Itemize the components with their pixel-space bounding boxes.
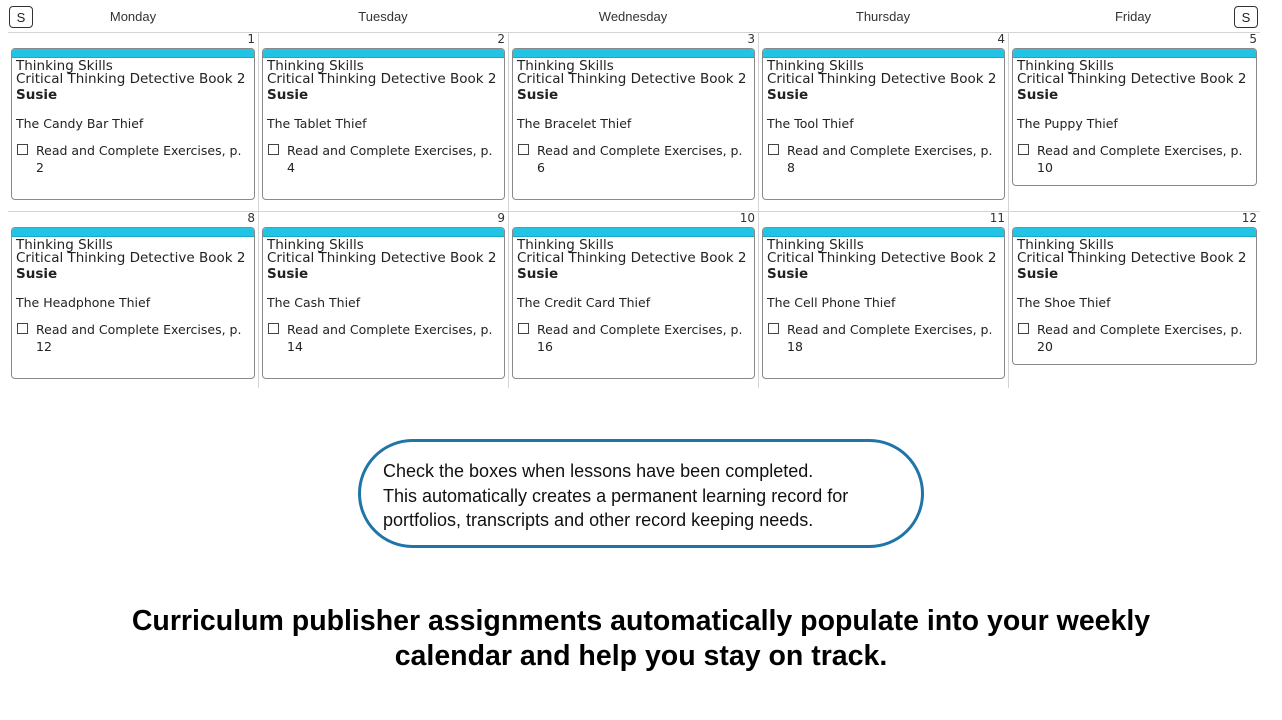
completion-checkbox[interactable] bbox=[17, 144, 28, 155]
student-name: Susie bbox=[1017, 266, 1059, 282]
task-item bbox=[517, 321, 750, 355]
headline-line: Curriculum publisher assignments automatically populate into your weekly bbox=[131, 605, 1151, 637]
day-header-friday: Friday bbox=[1114, 9, 1152, 24]
subject-name: Thinking Skills bbox=[1017, 237, 1114, 253]
book-title: Critical Thinking Detective Book 2 bbox=[517, 71, 747, 87]
day-header-thursday: Thursday bbox=[855, 9, 911, 24]
grid-line bbox=[508, 32, 509, 388]
completion-checkbox[interactable] bbox=[17, 323, 28, 334]
subject-name: Thinking Skills bbox=[267, 58, 364, 74]
date-number: 2 bbox=[497, 32, 505, 46]
completion-checkbox[interactable] bbox=[518, 323, 529, 334]
date-number: 11 bbox=[989, 211, 1005, 225]
task-item bbox=[1017, 321, 1252, 355]
student-name: Susie bbox=[16, 266, 58, 282]
completion-checkbox[interactable] bbox=[518, 144, 529, 155]
task-item bbox=[767, 321, 1000, 355]
task-text: Read and Complete Exercises, p. 2 bbox=[36, 143, 242, 175]
task-item bbox=[517, 142, 750, 176]
lesson-title: The Puppy Thief bbox=[1017, 116, 1118, 131]
completion-checkbox[interactable] bbox=[768, 323, 779, 334]
subject-color-bar bbox=[763, 228, 1004, 237]
assignment-card[interactable] bbox=[1012, 48, 1257, 186]
lesson-title: The Cell Phone Thief bbox=[767, 295, 896, 310]
info-callout bbox=[358, 439, 924, 548]
date-number: 3 bbox=[747, 32, 755, 46]
completion-checkbox[interactable] bbox=[1018, 323, 1029, 334]
subject-color-bar bbox=[1013, 228, 1256, 237]
callout-line: Check the boxes when lessons have been completed. bbox=[383, 461, 814, 481]
lesson-title: The Bracelet Thief bbox=[517, 116, 632, 131]
lesson-title: The Shoe Thief bbox=[1017, 295, 1111, 310]
student-name: Susie bbox=[267, 87, 309, 103]
task-item bbox=[16, 321, 250, 355]
book-title: Critical Thinking Detective Book 2 bbox=[767, 71, 997, 87]
task-item bbox=[767, 142, 1000, 176]
promo-headline bbox=[0, 604, 1282, 674]
task-text: Read and Complete Exercises, p. 6 bbox=[537, 143, 743, 175]
subject-name: Thinking Skills bbox=[517, 58, 614, 74]
lesson-title: The Candy Bar Thief bbox=[16, 116, 144, 131]
student-name: Susie bbox=[767, 266, 809, 282]
book-title: Critical Thinking Detective Book 2 bbox=[267, 250, 497, 266]
subject-color-bar bbox=[12, 228, 254, 237]
date-number: 1 bbox=[247, 32, 255, 46]
assignment-card[interactable] bbox=[11, 227, 255, 379]
assignment-card[interactable] bbox=[762, 227, 1005, 379]
callout-line: This automatically creates a permanent learning record for bbox=[383, 485, 849, 506]
assignment-card[interactable] bbox=[1012, 227, 1257, 365]
assignment-card[interactable] bbox=[512, 227, 755, 379]
date-number: 9 bbox=[497, 211, 505, 225]
task-item bbox=[267, 142, 500, 176]
date-number: 12 bbox=[1241, 211, 1257, 225]
assignment-card[interactable] bbox=[11, 48, 255, 200]
lesson-title: The Credit Card Thief bbox=[517, 295, 651, 310]
assignment-card[interactable] bbox=[762, 48, 1005, 200]
subject-name: Thinking Skills bbox=[517, 237, 614, 253]
task-text: Read and Complete Exercises, p. 8 bbox=[787, 143, 993, 175]
task-item bbox=[16, 142, 250, 176]
book-title: Critical Thinking Detective Book 2 bbox=[517, 250, 747, 266]
grid-line bbox=[8, 211, 1260, 212]
completion-checkbox[interactable] bbox=[1018, 144, 1029, 155]
task-text: Read and Complete Exercises, p. 12 bbox=[36, 322, 242, 354]
subject-color-bar bbox=[12, 49, 254, 58]
grid-line bbox=[8, 32, 1260, 33]
student-name: Susie bbox=[267, 266, 309, 282]
book-title: Critical Thinking Detective Book 2 bbox=[16, 250, 246, 266]
subject-name: Thinking Skills bbox=[267, 237, 364, 253]
book-title: Critical Thinking Detective Book 2 bbox=[767, 250, 997, 266]
subject-name: Thinking Skills bbox=[16, 58, 113, 74]
day-header-wednesday: Wednesday bbox=[598, 9, 668, 24]
subject-color-bar bbox=[763, 49, 1004, 58]
grid-line bbox=[1008, 32, 1009, 388]
day-header-tuesday: Tuesday bbox=[358, 9, 408, 24]
student-name: Susie bbox=[16, 87, 58, 103]
assignment-card[interactable] bbox=[262, 48, 505, 200]
book-title: Critical Thinking Detective Book 2 bbox=[1017, 71, 1247, 87]
task-text: Read and Complete Exercises, p. 18 bbox=[787, 322, 993, 354]
task-item bbox=[1017, 142, 1252, 176]
subject-color-bar bbox=[513, 228, 754, 237]
student-name: Susie bbox=[1017, 87, 1059, 103]
book-title: Critical Thinking Detective Book 2 bbox=[16, 71, 246, 87]
assignment-card[interactable] bbox=[512, 48, 755, 200]
callout-line: portfolios, transcripts and other record keeping needs. bbox=[383, 510, 814, 530]
headline-line: calendar and help you stay on track. bbox=[394, 640, 888, 672]
date-number: 10 bbox=[739, 211, 755, 225]
lesson-title: The Headphone Thief bbox=[16, 295, 151, 310]
prev-week-button[interactable]: S bbox=[9, 6, 33, 28]
subject-name: Thinking Skills bbox=[16, 237, 113, 253]
subject-color-bar bbox=[263, 49, 504, 58]
task-text: Read and Complete Exercises, p. 14 bbox=[287, 322, 493, 354]
subject-color-bar bbox=[263, 228, 504, 237]
task-text: Read and Complete Exercises, p. 4 bbox=[287, 143, 493, 175]
date-number: 4 bbox=[997, 32, 1005, 46]
completion-checkbox[interactable] bbox=[268, 323, 279, 334]
task-text: Read and Complete Exercises, p. 20 bbox=[1037, 322, 1243, 354]
subject-color-bar bbox=[1013, 49, 1256, 58]
grid-line bbox=[258, 32, 259, 388]
date-number: 8 bbox=[247, 211, 255, 225]
lesson-title: The Tool Thief bbox=[767, 116, 854, 131]
task-item bbox=[267, 321, 500, 355]
completion-checkbox[interactable] bbox=[768, 144, 779, 155]
lesson-title: The Cash Thief bbox=[267, 295, 361, 310]
book-title: Critical Thinking Detective Book 2 bbox=[1017, 250, 1247, 266]
student-name: Susie bbox=[517, 266, 559, 282]
subject-name: Thinking Skills bbox=[1017, 58, 1114, 74]
subject-color-bar bbox=[513, 49, 754, 58]
book-title: Critical Thinking Detective Book 2 bbox=[267, 71, 497, 87]
lesson-title: The Tablet Thief bbox=[267, 116, 367, 131]
completion-checkbox[interactable] bbox=[268, 144, 279, 155]
task-text: Read and Complete Exercises, p. 16 bbox=[537, 322, 743, 354]
student-name: Susie bbox=[767, 87, 809, 103]
assignment-card[interactable] bbox=[262, 227, 505, 379]
grid-line bbox=[758, 32, 759, 388]
subject-name: Thinking Skills bbox=[767, 58, 864, 74]
day-header-monday: Monday bbox=[109, 9, 157, 24]
next-week-button[interactable]: S bbox=[1234, 6, 1258, 28]
date-number: 5 bbox=[1249, 32, 1257, 46]
task-text: Read and Complete Exercises, p. 10 bbox=[1037, 143, 1243, 175]
subject-name: Thinking Skills bbox=[767, 237, 864, 253]
student-name: Susie bbox=[517, 87, 559, 103]
